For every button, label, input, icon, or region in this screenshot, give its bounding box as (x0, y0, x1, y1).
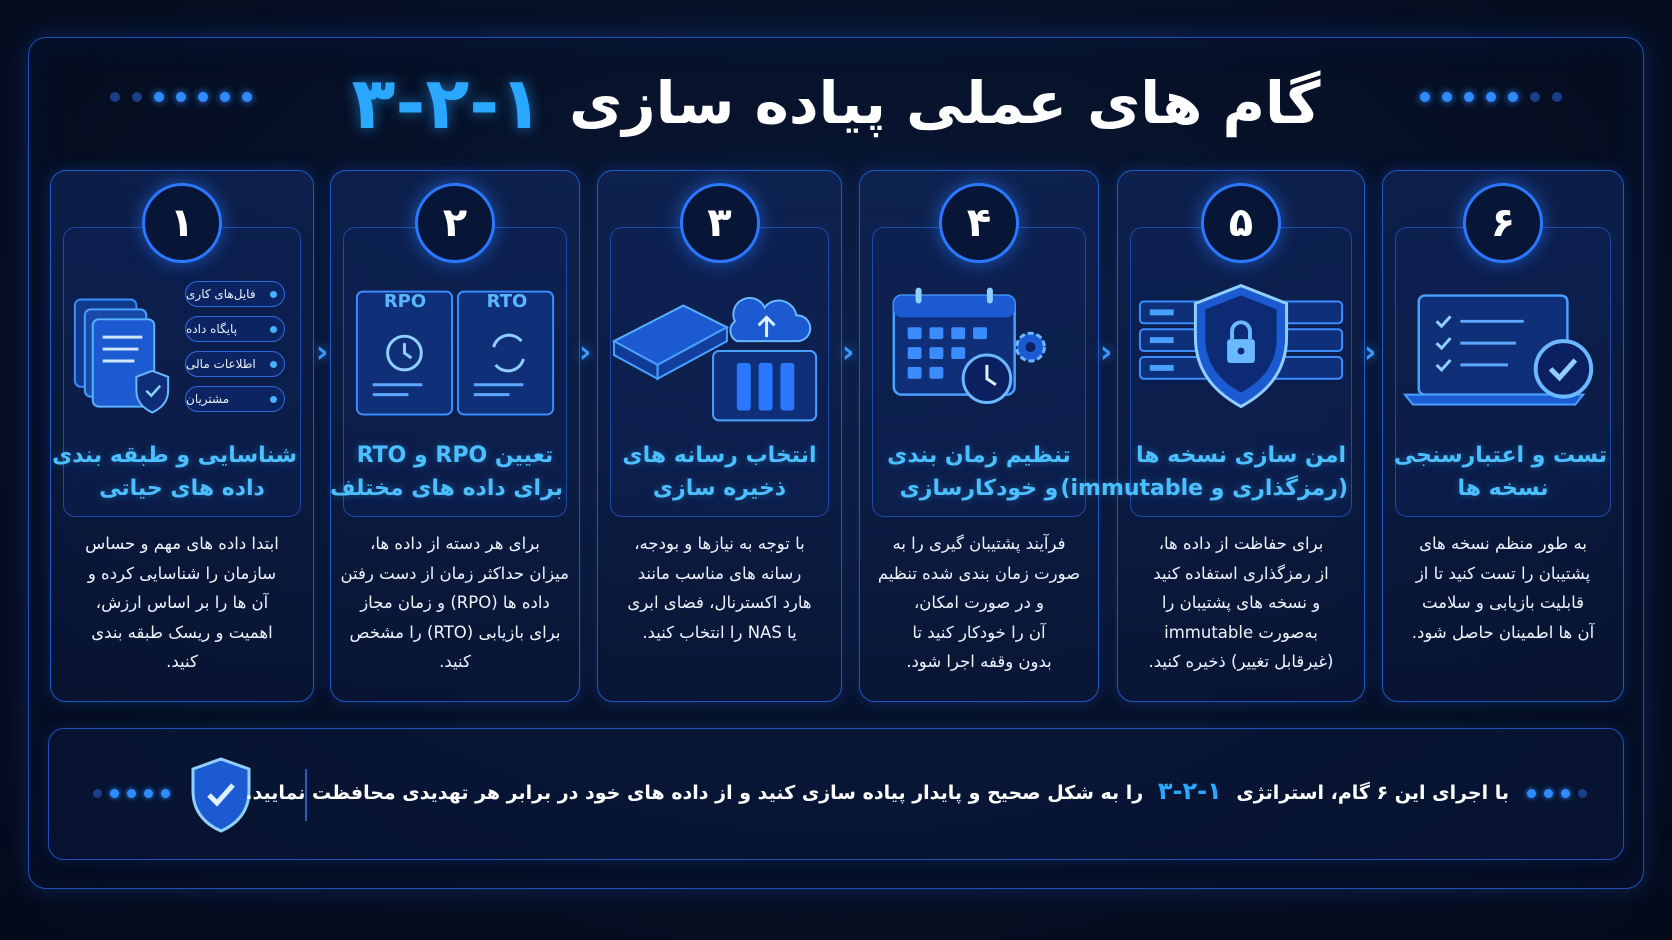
footer-text (245, 777, 1509, 805)
step-desc-5 (1128, 529, 1354, 677)
step-heading-6 (1393, 439, 1607, 505)
step-card-6 (1382, 170, 1624, 702)
heading-line: امن سازی نسخه ها (1135, 443, 1347, 468)
desc-line: فرآیند پشتیبان گیری را به (892, 534, 1066, 553)
footer-text-after: را به شکل صحیح و پایدار پیاده سازی کنید و از داده های خود در برابر هر تهدیدی محافظت نمایید. (245, 782, 1144, 804)
heading-line: شناسایی و طبقه بندی (52, 443, 297, 468)
heading-line: داده های حیاتی (99, 476, 265, 501)
storage-media-icon (610, 281, 829, 431)
desc-line: کنید. (439, 652, 471, 671)
footer-accent: ۳-۲-۱ (1157, 777, 1222, 805)
step-desc-1 (61, 529, 303, 677)
desc-line: به طور منظم نسخه های (1419, 534, 1587, 553)
step-desc-2 (341, 529, 569, 677)
desc-line: سازمان را شناسایی کرده و (87, 563, 277, 583)
chevron-right-icon: › (1100, 335, 1113, 370)
desc-line: قابلیت بازیابی و سلامت (1421, 593, 1585, 612)
tag-work-files (185, 281, 285, 307)
step-heading-5 (1060, 439, 1348, 505)
desc-line: برای هر دسته از داده ها، (370, 534, 540, 553)
chevron-right-icon: › (1364, 335, 1377, 370)
desc-line: داده ها (RPO) و زمان مجاز (360, 593, 550, 612)
chevron-right-icon: › (842, 335, 855, 370)
decorative-dots-footer-right (1527, 789, 1587, 798)
footer-text-before: با اجرای این ۶ گام، استراتژی (1236, 782, 1509, 804)
tag-financial (185, 351, 285, 377)
desc-line: برای حفاظت از داده ها، (1158, 534, 1324, 553)
page-title (0, 58, 1672, 148)
heading-line: ذخیره سازی (652, 476, 787, 501)
desc-line: اهمیت و ریسک طبقه بندی (91, 622, 273, 642)
heading-line: و خودکارسازی (899, 476, 1059, 501)
step-heading-3 (614, 439, 825, 505)
step-number-2: ۲ (415, 183, 495, 263)
desc-line: (غیرقابل تغییر) ذخیره کنید. (1148, 652, 1334, 671)
heading-line: تست و اعتبارسنجی (1393, 443, 1607, 468)
summary-footer (48, 728, 1624, 860)
step-number-3: ۳ (680, 183, 760, 263)
desc-line: برای بازیابی (RTO) را مشخص (349, 622, 561, 642)
desc-line: هارد اکسترنال، فضای ابری (627, 593, 812, 612)
step-card-2 (330, 170, 580, 702)
step-number-1: ۱ (142, 183, 222, 263)
step-heading-4 (876, 439, 1082, 505)
step-heading-2 (329, 439, 563, 505)
laptop-check-icon (1395, 281, 1611, 431)
title-main: گام های عملی پیاده سازی (569, 69, 1321, 137)
chevron-right-icon: › (316, 335, 329, 370)
desc-line: و در صورت امکان، (913, 593, 1045, 612)
desc-line: یا NAS را انتخاب کنید. (642, 622, 797, 642)
heading-line: (رمزگذاری و immutable) (1060, 476, 1348, 501)
desc-line: به‌صورت immutable (1164, 622, 1318, 642)
step-number-5: ۵ (1201, 183, 1281, 263)
heading-line: انتخاب رسانه های (622, 443, 817, 468)
desc-line: کنید. (166, 652, 198, 671)
heading-line: برای داده های مختلف (329, 476, 563, 501)
desc-line: آن ها اطمینان حاصل شود. (1411, 622, 1595, 642)
step-card-4 (859, 170, 1099, 702)
data-tags (185, 281, 285, 412)
desc-line: آن ها را بر اساس ارزش، (95, 593, 269, 612)
chevron-right-icon: › (579, 335, 592, 370)
rpo-rto-panels-icon (343, 281, 567, 431)
step-number-6: ۶ (1463, 183, 1543, 263)
shield-lock-icon (1130, 281, 1352, 431)
step-number-4: ۴ (939, 183, 1019, 263)
tag-database (185, 316, 285, 342)
tag-label: پایگاه داده (186, 322, 238, 336)
step-desc-6 (1393, 529, 1613, 647)
desc-line: آن را خودکار کنید تا (912, 622, 1046, 642)
rpo-label: RPO (383, 291, 427, 312)
desc-line: بدون وقفه اجرا شود. (906, 652, 1052, 671)
tag-label: مشتریان (186, 392, 230, 406)
step-heading-1 (52, 439, 297, 505)
heading-line: نسخه ها (1457, 476, 1549, 501)
step-desc-4 (870, 529, 1088, 677)
desc-line: ابتدا داده های مهم و حساس (85, 534, 279, 553)
desc-line: با توجه به نیازها و بودجه، (634, 534, 805, 553)
step-card-5 (1060, 170, 1365, 702)
heading-line: تعیین RPO و RTO (356, 443, 554, 468)
heading-line: تنظیم زمان بندی (887, 443, 1071, 468)
desc-line: میزان حداکثر زمان از دست رفتن (340, 563, 569, 583)
rto-label: RTO (486, 291, 528, 312)
calendar-clock-icon (872, 281, 1086, 431)
tag-customers (185, 386, 285, 412)
desc-line: صورت زمان بندی شده تنظیم (877, 563, 1081, 583)
desc-line: از رمزگذاری استفاده کنید (1153, 563, 1329, 583)
step-desc-3 (608, 529, 831, 647)
decorative-dots-footer-left (93, 789, 170, 798)
desc-line: و نسخه های پشتیبان را (1161, 593, 1321, 612)
step-card-1 (50, 170, 314, 702)
tag-label: اطلاعات مالی (186, 357, 256, 371)
title-accent: ۳-۲-۱ (351, 61, 544, 145)
step-card-3 (597, 170, 842, 702)
desc-line: پشتیبان را تست کنید تا از (1415, 563, 1591, 583)
tag-label: فایل‌های کاری (186, 287, 256, 301)
desc-line: رسانه های مناسب مانند (637, 563, 802, 583)
